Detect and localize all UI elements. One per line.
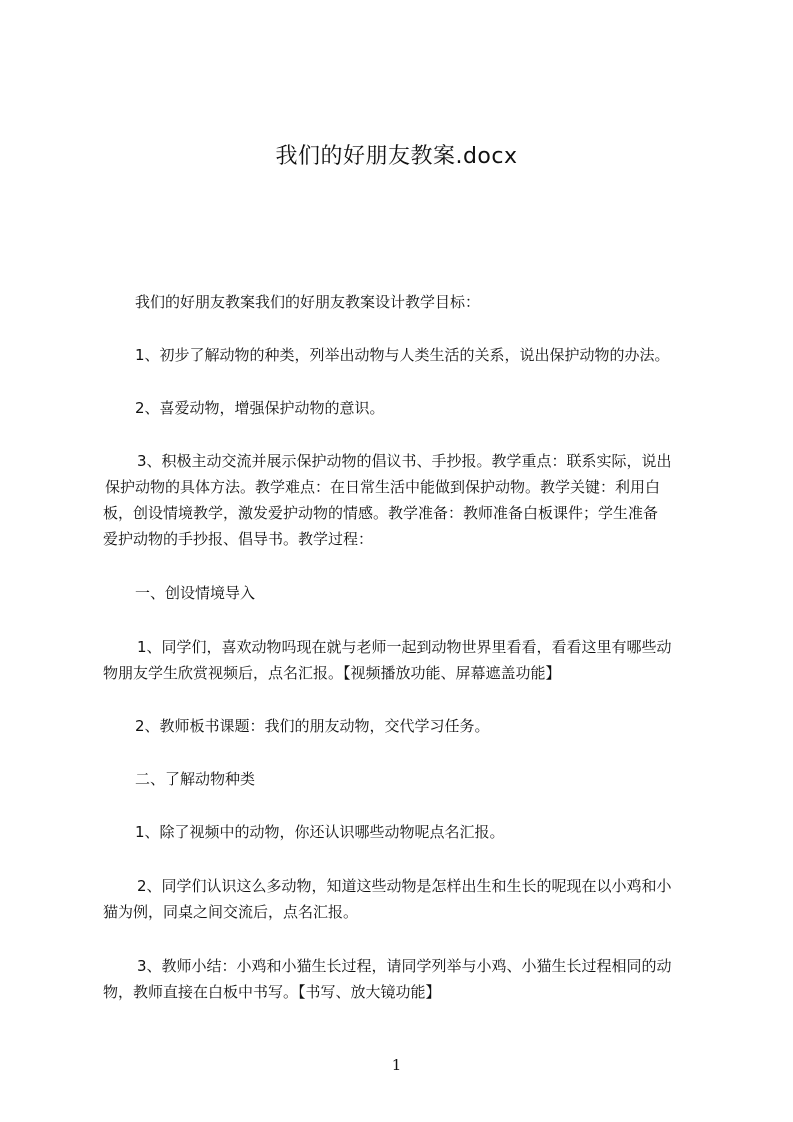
- section-heading: 一、创设情境导入: [135, 584, 256, 602]
- paragraph-line: 爱护动物的手抄报、倡导书。教学过程：: [103, 530, 374, 548]
- paragraph-line: 2、喜爱动物，增强保护动物的意识。: [135, 399, 385, 417]
- paragraph-line: 我们的好朋友教案我们的好朋友教案设计教学目标：: [135, 293, 481, 311]
- paragraph-line: 1、初步了解动物的种类，列举出动物与人类生活的关系，说出保护动物的办法。: [135, 346, 670, 364]
- paragraph-line: 3、积极主动交流并展示保护动物的倡议书、手抄报。教学重点：联系实际，说出: [137, 452, 672, 470]
- paragraph-line: 3、教师小结：小鸡和小猫生长过程，请同学列举与小鸡、小猫生长过程相同的动: [137, 957, 672, 975]
- section-heading: 二、了解动物种类: [135, 770, 256, 788]
- paragraph-line: 1、除了视频中的动物，你还认识哪些动物呢点名汇报。: [135, 823, 505, 841]
- page-number: 1: [391, 1056, 402, 1074]
- paragraph-line: 2、同学们认识这么多动物，知道这些动物是怎样出生和生长的呢现在以小鸡和小: [137, 877, 672, 895]
- paragraph-line: 物朋友学生欣赏视频后，点名汇报。【视频播放功能、屏幕遮盖功能】: [103, 664, 561, 682]
- paragraph-line: 猫为例，同桌之间交流后，点名汇报。: [103, 903, 359, 921]
- paragraph-line: 板，创设情境教学，激发爱护动物的情感。教学准备：教师准备白板课件；学生准备: [103, 504, 659, 522]
- paragraph-line: 物，教师直接在白板中书写。【书写、放大镜功能】: [103, 983, 441, 1001]
- document-title: 我们的好朋友教案.docx: [275, 144, 518, 169]
- paragraph-line: 1、同学们，喜欢动物吗现在就与老师一起到动物世界里看看，看看这里有哪些动: [137, 638, 672, 656]
- paragraph-line: 2、教师板书课题：我们的朋友动物，交代学习任务。: [135, 717, 490, 735]
- paragraph-line: 保护动物的具体方法。教学难点：在日常生活中能做到保护动物。教学关键：利用白: [105, 478, 661, 496]
